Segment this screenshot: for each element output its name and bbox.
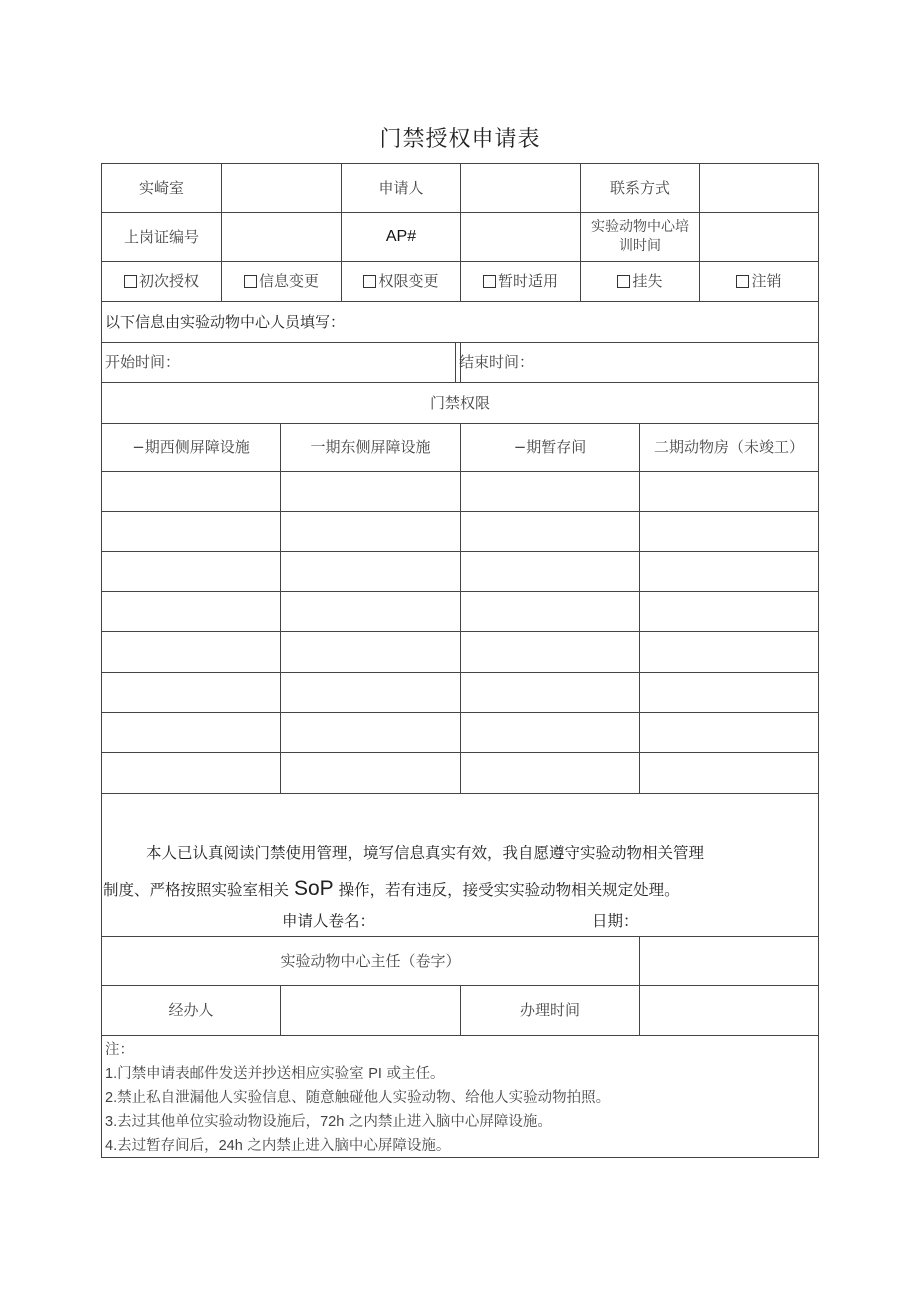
access-cell[interactable] <box>639 712 819 753</box>
checkbox-icon[interactable] <box>244 275 257 288</box>
checkbox-cancel[interactable]: 注销 <box>699 261 819 302</box>
access-cell[interactable] <box>639 511 819 552</box>
access-cell[interactable] <box>280 471 461 512</box>
access-cell[interactable] <box>280 551 461 592</box>
form-title: 门禁授权申请表 <box>379 127 541 152</box>
checkbox-icon[interactable] <box>483 275 496 288</box>
access-cell[interactable] <box>460 752 640 794</box>
access-cell[interactable] <box>101 631 281 673</box>
lab-label: 实崎室 <box>101 163 222 213</box>
declaration-line-1: 本人已认真阅读门禁使用管理，境写信息真实有效，我自愿遵守实验动物相关管理 <box>146 844 705 862</box>
access-col-east: 一期东侧屏障设施 <box>280 423 461 472</box>
contact-label: 联系方式 <box>580 163 700 213</box>
cert-no-label: 上岗证编号 <box>101 212 222 262</box>
contact-field[interactable] <box>699 163 819 213</box>
end-time-field[interactable]: 结束时间： <box>455 342 819 383</box>
access-cell[interactable] <box>460 631 640 673</box>
access-cell[interactable] <box>101 672 281 713</box>
access-col-phase2: 二期动物房（未竣工） <box>639 423 819 472</box>
access-cell[interactable] <box>101 551 281 592</box>
director-signature-field[interactable] <box>639 936 819 986</box>
access-cell[interactable] <box>639 551 819 592</box>
start-time-field[interactable]: 开始时间： <box>101 342 461 383</box>
staff-fill-note: 以下信息由实验动物中心人员填写： <box>101 301 819 343</box>
access-cell[interactable] <box>639 631 819 673</box>
note-4: 4.去过暂存间后，24h 之内禁止进入脑中心屏障设施。 <box>105 1138 451 1154</box>
handle-time-field[interactable] <box>639 985 819 1036</box>
access-cell[interactable] <box>639 471 819 512</box>
checkbox-icon[interactable] <box>617 275 630 288</box>
ap-field[interactable] <box>460 212 581 262</box>
date-field[interactable]: 日期： <box>592 912 639 930</box>
access-cell[interactable] <box>101 591 281 632</box>
checkbox-info-change[interactable]: 信息变更 <box>221 261 342 302</box>
checkbox-lost[interactable]: 挂失 <box>580 261 700 302</box>
ap-label: AP# <box>341 212 461 262</box>
training-label: 实验动物中心培训时间 <box>580 212 700 262</box>
cert-no-field[interactable] <box>221 212 342 262</box>
access-cell[interactable] <box>639 752 819 794</box>
checkbox-permission-change[interactable]: 权限变更 <box>341 261 461 302</box>
access-col-storage: −期暂存间 <box>460 423 640 472</box>
access-cell[interactable] <box>460 471 640 512</box>
handler-label: 经办人 <box>101 985 281 1036</box>
director-signature-label: 实验动物中心主任（卷字） <box>101 936 640 986</box>
access-cell[interactable] <box>280 672 461 713</box>
access-cell[interactable] <box>460 551 640 592</box>
access-cell[interactable] <box>280 712 461 753</box>
note-3: 3.去过其他单位实验动物设施后，72h 之内禁止进入脑中心屏障设施。 <box>105 1114 552 1130</box>
note-1: 1.门禁申请表邮件发送并抄送相应实验室 PI 或主任。 <box>105 1066 445 1082</box>
access-cell[interactable] <box>101 712 281 753</box>
access-cell[interactable] <box>460 511 640 552</box>
checkbox-icon[interactable] <box>736 275 749 288</box>
checkbox-icon[interactable] <box>363 275 376 288</box>
training-field[interactable] <box>699 212 819 262</box>
access-cell[interactable] <box>280 752 461 794</box>
checkbox-icon[interactable] <box>124 275 137 288</box>
access-cell[interactable] <box>639 591 819 632</box>
notes-header: 注： <box>105 1042 134 1058</box>
declaration-box <box>101 793 819 937</box>
applicant-label: 申请人 <box>341 163 461 213</box>
checkbox-initial[interactable]: 初次授权 <box>101 261 222 302</box>
lab-field[interactable] <box>221 163 342 213</box>
access-cell[interactable] <box>639 672 819 713</box>
access-cell[interactable] <box>280 511 461 552</box>
access-cell[interactable] <box>280 591 461 632</box>
access-cell[interactable] <box>460 591 640 632</box>
note-2: 2.禁止私自泄漏他人实验信息、随意触碰他人实验动物、给他人实验动物拍照。 <box>105 1090 611 1106</box>
access-col-west: −期西侧屏障设施 <box>101 423 281 472</box>
checkbox-temporary[interactable]: 暂时适用 <box>460 261 581 302</box>
declaration-line-2: 制度、严格按照实验室相关 SoP 操作，若有违反，接受实实验动物相关规定处理。 <box>103 877 680 900</box>
notes-section <box>101 1035 819 1158</box>
signature-field[interactable]: 申请人卷名： <box>282 912 376 930</box>
access-cell[interactable] <box>460 672 640 713</box>
access-cell[interactable] <box>101 511 281 552</box>
access-header: 门禁权限 <box>101 382 819 424</box>
handler-field[interactable] <box>280 985 461 1036</box>
access-cell[interactable] <box>460 712 640 753</box>
handle-time-label: 办理时间 <box>460 985 640 1036</box>
access-cell[interactable] <box>280 631 461 673</box>
access-cell[interactable] <box>101 752 281 794</box>
access-cell[interactable] <box>101 471 281 512</box>
applicant-field[interactable] <box>460 163 581 213</box>
